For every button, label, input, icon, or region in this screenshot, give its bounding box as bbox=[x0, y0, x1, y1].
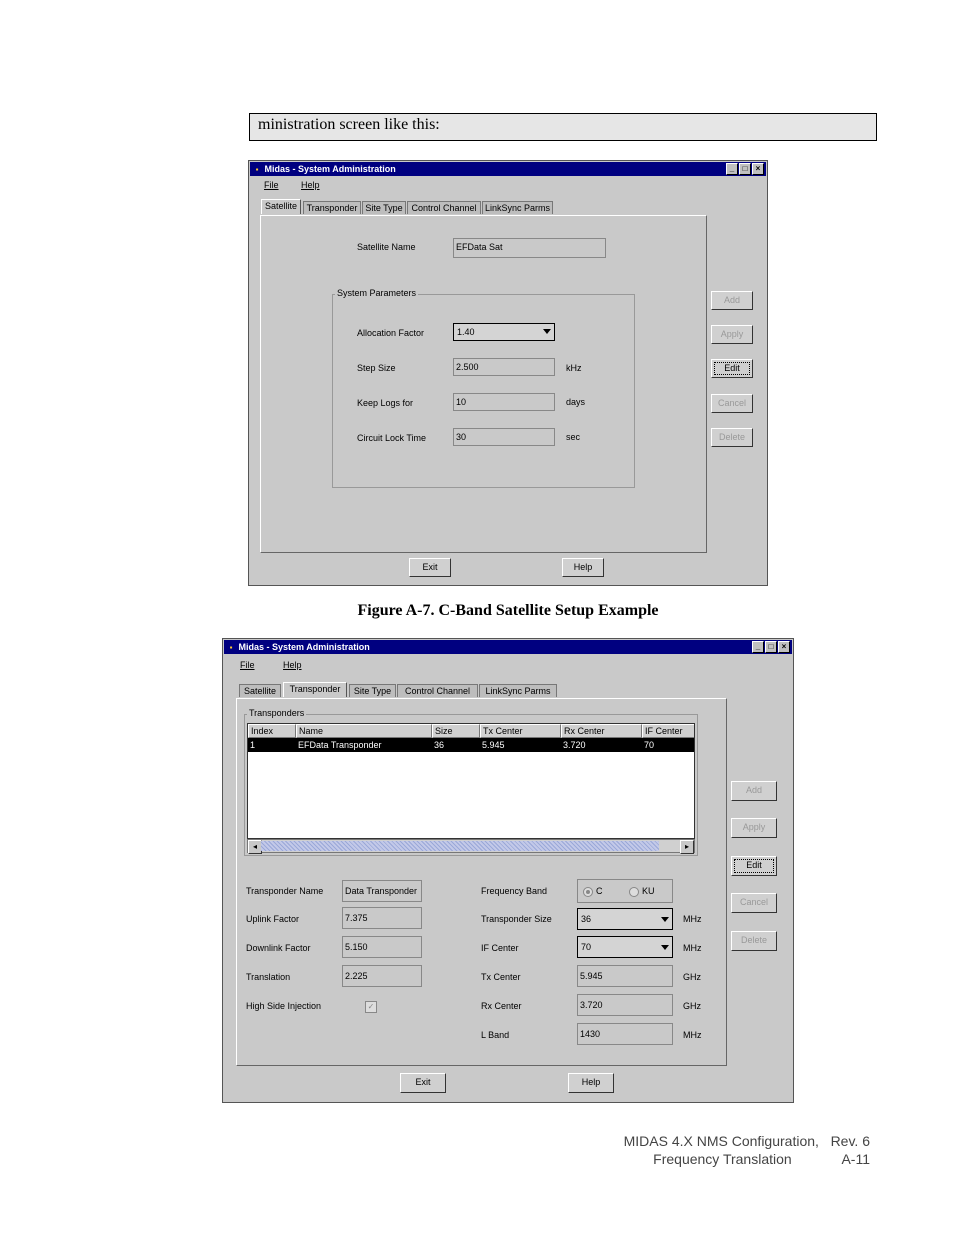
uplink-factor-field[interactable]: 7.375 bbox=[342, 907, 422, 929]
uplink-factor-label: Uplink Factor bbox=[246, 914, 300, 924]
circuit-lock-unit: sec bbox=[566, 432, 581, 442]
tab-bar bbox=[261, 201, 561, 215]
tab-control-channel[interactable]: Control Channel bbox=[407, 201, 481, 214]
column-header-index[interactable]: Index bbox=[248, 724, 296, 738]
translation-field[interactable]: 2.225 bbox=[342, 965, 422, 987]
app-icon: ▪ bbox=[229, 643, 233, 652]
cell-tx-center: 5.945 bbox=[482, 740, 505, 750]
satellite-name-label: Satellite Name bbox=[357, 242, 416, 252]
l-band-unit: MHz bbox=[683, 1030, 702, 1040]
footer-line-1: MIDAS 4.X NMS Configuration, Rev. 6 bbox=[623, 1133, 870, 1149]
circuit-lock-label: Circuit Lock Time bbox=[357, 433, 427, 443]
downlink-factor-label: Downlink Factor bbox=[246, 943, 311, 953]
transponder-name-field[interactable]: Data Transponder bbox=[342, 880, 422, 902]
cell-size: 36 bbox=[434, 740, 445, 750]
menu-file[interactable]: File bbox=[264, 180, 279, 190]
high-side-injection-label: High Side Injection bbox=[246, 1001, 322, 1011]
exit-button[interactable]: Exit bbox=[409, 558, 451, 577]
translation-label: Translation bbox=[246, 972, 291, 982]
edit-button[interactable]: Edit bbox=[731, 856, 777, 876]
column-header-size[interactable]: Size bbox=[432, 724, 480, 738]
high-side-injection-checkbox[interactable]: ✓ bbox=[365, 1001, 377, 1013]
tab-bar bbox=[239, 684, 569, 698]
close-icon[interactable]: × bbox=[778, 641, 790, 653]
frequency-band-group bbox=[577, 879, 673, 903]
radio-c-icon bbox=[583, 887, 593, 897]
chevron-down-icon bbox=[661, 945, 669, 950]
scroll-thumb[interactable] bbox=[261, 841, 659, 851]
menu-help[interactable]: Help bbox=[301, 180, 320, 190]
satellite-window bbox=[248, 160, 768, 586]
transponder-name-label: Transponder Name bbox=[246, 886, 324, 896]
column-header-if-center[interactable]: IF Center bbox=[642, 724, 695, 738]
cell-rx-center: 3.720 bbox=[563, 740, 586, 750]
close-icon[interactable]: × bbox=[752, 163, 764, 175]
exit-button[interactable]: Exit bbox=[400, 1073, 446, 1093]
step-size-label: Step Size bbox=[357, 363, 396, 373]
tab-panel bbox=[260, 215, 707, 553]
tx-center-label: Tx Center bbox=[481, 972, 521, 982]
group-title: Transponders bbox=[249, 708, 305, 718]
tab-satellite[interactable]: Satellite bbox=[261, 199, 301, 214]
frequency-band-label: Frequency Band bbox=[481, 886, 548, 896]
menu-bar bbox=[240, 660, 302, 670]
group-title: System Parameters bbox=[337, 288, 417, 298]
if-center-label: IF Center bbox=[481, 943, 519, 953]
chevron-down-icon bbox=[543, 329, 551, 334]
cell-if-center: 70 bbox=[644, 740, 655, 750]
transponder-window bbox=[222, 638, 794, 1103]
tab-linksync-parms[interactable]: LinkSync Parms bbox=[482, 201, 553, 214]
tab-linksync-parms[interactable]: LinkSync Parms bbox=[479, 684, 557, 697]
title-bar bbox=[224, 640, 792, 654]
maximize-icon[interactable]: □ bbox=[765, 641, 777, 653]
rx-center-field[interactable]: 3.720 bbox=[577, 994, 673, 1016]
tx-center-field[interactable]: 5.945 bbox=[577, 965, 673, 987]
step-size-unit: kHz bbox=[566, 363, 582, 373]
tab-site-type[interactable]: Site Type bbox=[362, 201, 406, 214]
downlink-factor-field[interactable]: 5.150 bbox=[342, 936, 422, 958]
banner-text: ministration screen like this: bbox=[249, 113, 877, 141]
allocation-factor-select[interactable] bbox=[453, 323, 555, 341]
apply-button[interactable]: Apply bbox=[731, 818, 777, 838]
transponder-size-label: Transponder Size bbox=[481, 914, 552, 924]
tab-satellite[interactable]: Satellite bbox=[239, 684, 281, 697]
column-header-tx-center[interactable]: Tx Center bbox=[480, 724, 561, 738]
minimize-icon[interactable]: _ bbox=[726, 163, 738, 175]
window-title: Midas - System Administration bbox=[238, 642, 370, 652]
if-center-unit: MHz bbox=[683, 943, 702, 953]
tab-transponder[interactable]: Transponder bbox=[283, 682, 347, 697]
tx-center-unit: GHz bbox=[683, 972, 701, 982]
if-center-value: 70 bbox=[581, 942, 592, 952]
window-controls bbox=[751, 641, 790, 653]
cancel-button[interactable]: Cancel bbox=[731, 893, 777, 913]
menu-bar bbox=[264, 180, 320, 190]
band-c-label: C bbox=[596, 886, 603, 896]
rx-center-label: Rx Center bbox=[481, 1001, 522, 1011]
help-button[interactable]: Help bbox=[568, 1073, 614, 1093]
transponder-size-select[interactable] bbox=[577, 908, 673, 930]
step-size-field[interactable]: 2.500 bbox=[453, 358, 555, 376]
circuit-lock-field[interactable]: 30 bbox=[453, 428, 555, 446]
band-c-option[interactable] bbox=[583, 886, 603, 896]
chevron-down-icon bbox=[661, 917, 669, 922]
table-row[interactable] bbox=[248, 738, 694, 752]
title-bar bbox=[250, 162, 766, 176]
transponder-size-value: 36 bbox=[581, 914, 592, 924]
apply-button[interactable]: Apply bbox=[711, 325, 753, 344]
scroll-right-icon[interactable]: ▸ bbox=[680, 840, 694, 854]
transponders-group bbox=[244, 708, 698, 856]
delete-button[interactable]: Delete bbox=[731, 931, 777, 951]
menu-file[interactable]: File bbox=[240, 660, 255, 670]
column-header-rx-center[interactable]: Rx Center bbox=[561, 724, 642, 738]
add-button[interactable]: Add bbox=[711, 291, 753, 310]
figure-caption: Figure A-7. C-Band Satellite Setup Example bbox=[357, 602, 659, 619]
tab-control-channel[interactable]: Control Channel bbox=[397, 684, 478, 697]
edit-button[interactable]: Edit bbox=[711, 359, 753, 378]
l-band-field[interactable]: 1430 bbox=[577, 1023, 673, 1045]
tab-panel bbox=[236, 698, 727, 1066]
window-controls bbox=[725, 163, 764, 175]
scroll-left-icon[interactable]: ◂ bbox=[248, 840, 262, 854]
footer-line-2: Frequency Translation A-11 bbox=[653, 1151, 870, 1167]
radio-ku-icon bbox=[629, 887, 639, 897]
system-parameters-group bbox=[332, 288, 635, 488]
satellite-name-field[interactable]: EFData Sat bbox=[453, 238, 606, 258]
l-band-label: L Band bbox=[481, 1030, 510, 1040]
maximize-icon[interactable]: □ bbox=[739, 163, 751, 175]
tab-site-type[interactable]: Site Type bbox=[349, 684, 396, 697]
horizontal-scrollbar[interactable] bbox=[247, 839, 695, 853]
cancel-button[interactable]: Cancel bbox=[711, 394, 753, 413]
minimize-icon[interactable]: _ bbox=[752, 641, 764, 653]
cell-name: EFData Transponder bbox=[298, 740, 382, 750]
rx-center-unit: GHz bbox=[683, 1001, 701, 1011]
help-button[interactable]: Help bbox=[562, 558, 604, 577]
transponder-table bbox=[247, 723, 695, 839]
delete-button[interactable]: Delete bbox=[711, 428, 753, 447]
tab-transponder[interactable]: Transponder bbox=[303, 201, 361, 214]
allocation-factor-value: 1.40 bbox=[457, 327, 475, 337]
if-center-select[interactable] bbox=[577, 936, 673, 958]
allocation-factor-label: Allocation Factor bbox=[357, 328, 425, 338]
transponder-size-unit: MHz bbox=[683, 914, 702, 924]
keep-logs-unit: days bbox=[566, 397, 586, 407]
band-ku-label: KU bbox=[642, 886, 655, 896]
add-button[interactable]: Add bbox=[731, 781, 777, 801]
keep-logs-label: Keep Logs for bbox=[357, 398, 414, 408]
column-header-name[interactable]: Name bbox=[296, 724, 432, 738]
app-icon: ▪ bbox=[255, 165, 259, 174]
menu-help[interactable]: Help bbox=[283, 660, 302, 670]
window-title: Midas - System Administration bbox=[264, 164, 396, 174]
band-ku-option[interactable] bbox=[629, 886, 655, 896]
keep-logs-field[interactable]: 10 bbox=[453, 393, 555, 411]
cell-index: 1 bbox=[250, 740, 256, 750]
